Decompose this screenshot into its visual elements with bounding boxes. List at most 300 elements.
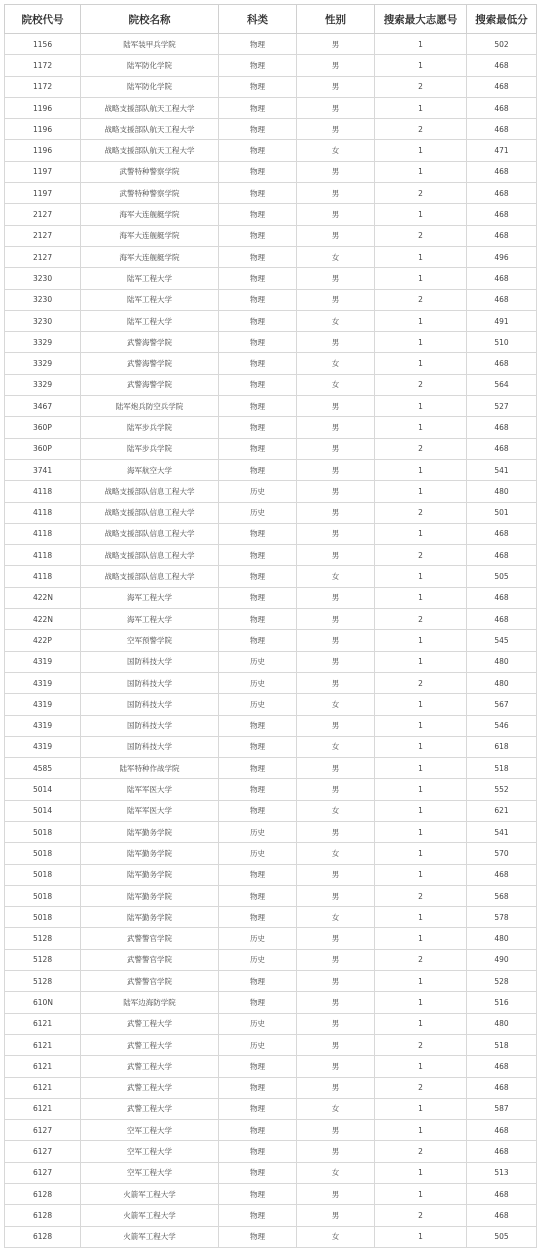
table-row xyxy=(5,587,537,608)
min-score-cell: 468 xyxy=(467,545,537,566)
table-row xyxy=(5,928,537,949)
gender-cell: 男 xyxy=(297,630,375,651)
min-score-cell: 468 xyxy=(467,55,537,76)
subject-cell: 物理 xyxy=(219,1098,297,1119)
subject-cell: 物理 xyxy=(219,992,297,1013)
max-choice-no-cell: 1 xyxy=(375,928,467,949)
gender-cell: 女 xyxy=(297,1098,375,1119)
school-name-cell: 陆军边海防学院 xyxy=(81,992,219,1013)
max-choice-no-cell: 2 xyxy=(375,1205,467,1226)
school-code-cell: 5128 xyxy=(5,949,81,970)
gender-cell: 男 xyxy=(297,885,375,906)
min-score-cell: 541 xyxy=(467,459,537,480)
max-choice-no-cell: 1 xyxy=(375,523,467,544)
school-name-cell: 武警海警学院 xyxy=(81,332,219,353)
gender-cell: 男 xyxy=(297,204,375,225)
subject-cell: 物理 xyxy=(219,566,297,587)
subject-cell: 历史 xyxy=(219,481,297,502)
school-code-cell: 5014 xyxy=(5,779,81,800)
max-choice-no-cell: 2 xyxy=(375,1077,467,1098)
min-score-cell: 621 xyxy=(467,800,537,821)
school-name-cell: 火箭军工程大学 xyxy=(81,1184,219,1205)
max-choice-no-cell: 1 xyxy=(375,907,467,928)
table-row xyxy=(5,821,537,842)
subject-cell: 物理 xyxy=(219,246,297,267)
subject-cell: 历史 xyxy=(219,672,297,693)
table-row xyxy=(5,672,537,693)
min-score-cell: 570 xyxy=(467,843,537,864)
gender-cell: 男 xyxy=(297,1205,375,1226)
school-name-cell: 海军大连舰艇学院 xyxy=(81,246,219,267)
gender-cell: 男 xyxy=(297,672,375,693)
school-code-cell: 3230 xyxy=(5,289,81,310)
min-score-cell: 468 xyxy=(467,289,537,310)
school-name-cell: 陆军勤务学院 xyxy=(81,843,219,864)
subject-cell: 物理 xyxy=(219,1162,297,1183)
max-choice-no-cell: 1 xyxy=(375,204,467,225)
school-name-cell: 武警特种警察学院 xyxy=(81,183,219,204)
table-row xyxy=(5,736,537,757)
school-name-cell: 国防科技大学 xyxy=(81,651,219,672)
min-score-cell: 468 xyxy=(467,1205,537,1226)
max-choice-no-cell: 1 xyxy=(375,694,467,715)
max-choice-no-cell: 1 xyxy=(375,1056,467,1077)
max-choice-no-cell: 1 xyxy=(375,396,467,417)
gender-cell: 男 xyxy=(297,651,375,672)
school-name-cell: 武警海警学院 xyxy=(81,374,219,395)
max-choice-no-cell: 1 xyxy=(375,1162,467,1183)
max-choice-no-cell: 1 xyxy=(375,459,467,480)
gender-cell: 男 xyxy=(297,587,375,608)
header-subject: 科类 xyxy=(219,5,297,34)
min-score-cell: 480 xyxy=(467,481,537,502)
gender-cell: 男 xyxy=(297,161,375,182)
subject-cell: 物理 xyxy=(219,864,297,885)
min-score-cell: 564 xyxy=(467,374,537,395)
min-score-cell: 567 xyxy=(467,694,537,715)
school-code-cell: 2127 xyxy=(5,225,81,246)
school-name-cell: 战略支援部队航天工程大学 xyxy=(81,140,219,161)
school-code-cell: 1196 xyxy=(5,119,81,140)
school-name-cell: 海军大连舰艇学院 xyxy=(81,225,219,246)
gender-cell: 女 xyxy=(297,374,375,395)
max-choice-no-cell: 1 xyxy=(375,1184,467,1205)
table-row xyxy=(5,1226,537,1247)
min-score-cell: 528 xyxy=(467,971,537,992)
table-row xyxy=(5,523,537,544)
school-name-cell: 武警工程大学 xyxy=(81,1098,219,1119)
min-score-cell: 468 xyxy=(467,268,537,289)
school-code-cell: 1172 xyxy=(5,55,81,76)
max-choice-no-cell: 1 xyxy=(375,630,467,651)
table-row xyxy=(5,1013,537,1034)
table-row xyxy=(5,183,537,204)
school-code-cell: 5018 xyxy=(5,864,81,885)
min-score-cell: 545 xyxy=(467,630,537,651)
school-code-cell: 5018 xyxy=(5,885,81,906)
table-row xyxy=(5,758,537,779)
subject-cell: 物理 xyxy=(219,971,297,992)
subject-cell: 物理 xyxy=(219,523,297,544)
min-score-cell: 480 xyxy=(467,1013,537,1034)
table-row xyxy=(5,843,537,864)
max-choice-no-cell: 1 xyxy=(375,821,467,842)
school-code-cell: 3230 xyxy=(5,310,81,331)
max-choice-no-cell: 1 xyxy=(375,971,467,992)
header-gender: 性别 xyxy=(297,5,375,34)
gender-cell: 男 xyxy=(297,183,375,204)
school-name-cell: 空军预警学院 xyxy=(81,630,219,651)
subject-cell: 历史 xyxy=(219,821,297,842)
gender-cell: 男 xyxy=(297,523,375,544)
subject-cell: 物理 xyxy=(219,715,297,736)
school-code-cell: 4319 xyxy=(5,694,81,715)
gender-cell: 男 xyxy=(297,34,375,55)
school-name-cell: 国防科技大学 xyxy=(81,672,219,693)
school-code-cell: 4319 xyxy=(5,736,81,757)
table-row xyxy=(5,204,537,225)
table-row xyxy=(5,76,537,97)
table-row xyxy=(5,971,537,992)
school-code-cell: 6121 xyxy=(5,1034,81,1055)
table-row xyxy=(5,1184,537,1205)
table-row xyxy=(5,885,537,906)
gender-cell: 男 xyxy=(297,1077,375,1098)
table-row xyxy=(5,246,537,267)
school-name-cell: 武警工程大学 xyxy=(81,1034,219,1055)
school-name-cell: 国防科技大学 xyxy=(81,736,219,757)
gender-cell: 女 xyxy=(297,246,375,267)
school-code-cell: 4118 xyxy=(5,481,81,502)
admission-score-table xyxy=(4,4,537,1248)
school-code-cell: 3329 xyxy=(5,374,81,395)
school-code-cell: 422N xyxy=(5,587,81,608)
gender-cell: 男 xyxy=(297,1013,375,1034)
school-name-cell: 海军航空大学 xyxy=(81,459,219,480)
school-name-cell: 陆军军医大学 xyxy=(81,800,219,821)
table-row xyxy=(5,459,537,480)
table-body xyxy=(5,34,537,1248)
subject-cell: 历史 xyxy=(219,843,297,864)
table-row xyxy=(5,907,537,928)
table-row xyxy=(5,417,537,438)
school-name-cell: 陆军勤务学院 xyxy=(81,907,219,928)
school-name-cell: 陆军工程大学 xyxy=(81,289,219,310)
school-code-cell: 5014 xyxy=(5,800,81,821)
table-row xyxy=(5,566,537,587)
school-code-cell: 3329 xyxy=(5,332,81,353)
max-choice-no-cell: 2 xyxy=(375,545,467,566)
subject-cell: 物理 xyxy=(219,630,297,651)
school-name-cell: 陆军防化学院 xyxy=(81,76,219,97)
max-choice-no-cell: 1 xyxy=(375,140,467,161)
table-row xyxy=(5,1098,537,1119)
table-row xyxy=(5,1077,537,1098)
gender-cell: 女 xyxy=(297,310,375,331)
max-choice-no-cell: 1 xyxy=(375,758,467,779)
min-score-cell: 578 xyxy=(467,907,537,928)
subject-cell: 物理 xyxy=(219,907,297,928)
table-header xyxy=(5,5,537,34)
min-score-cell: 471 xyxy=(467,140,537,161)
school-name-cell: 陆军防化学院 xyxy=(81,55,219,76)
max-choice-no-cell: 2 xyxy=(375,609,467,630)
max-choice-no-cell: 2 xyxy=(375,76,467,97)
table-row xyxy=(5,864,537,885)
gender-cell: 男 xyxy=(297,119,375,140)
max-choice-no-cell: 2 xyxy=(375,289,467,310)
school-code-cell: 422N xyxy=(5,609,81,630)
table-row xyxy=(5,438,537,459)
gender-cell: 男 xyxy=(297,55,375,76)
min-score-cell: 505 xyxy=(467,566,537,587)
school-name-cell: 海军工程大学 xyxy=(81,609,219,630)
min-score-cell: 541 xyxy=(467,821,537,842)
gender-cell: 男 xyxy=(297,97,375,118)
school-name-cell: 战略支援部队信息工程大学 xyxy=(81,545,219,566)
school-name-cell: 国防科技大学 xyxy=(81,715,219,736)
gender-cell: 男 xyxy=(297,971,375,992)
min-score-cell: 468 xyxy=(467,523,537,544)
max-choice-no-cell: 1 xyxy=(375,864,467,885)
max-choice-no-cell: 2 xyxy=(375,1141,467,1162)
min-score-cell: 568 xyxy=(467,885,537,906)
max-choice-no-cell: 2 xyxy=(375,672,467,693)
school-code-cell: 1172 xyxy=(5,76,81,97)
max-choice-no-cell: 1 xyxy=(375,736,467,757)
gender-cell: 女 xyxy=(297,800,375,821)
school-name-cell: 空军工程大学 xyxy=(81,1120,219,1141)
subject-cell: 物理 xyxy=(219,204,297,225)
gender-cell: 男 xyxy=(297,949,375,970)
gender-cell: 男 xyxy=(297,545,375,566)
max-choice-no-cell: 1 xyxy=(375,353,467,374)
school-code-cell: 4319 xyxy=(5,672,81,693)
max-choice-no-cell: 1 xyxy=(375,1120,467,1141)
subject-cell: 历史 xyxy=(219,651,297,672)
max-choice-no-cell: 2 xyxy=(375,438,467,459)
table-row xyxy=(5,1056,537,1077)
gender-cell: 女 xyxy=(297,907,375,928)
school-code-cell: 1196 xyxy=(5,140,81,161)
max-choice-no-cell: 1 xyxy=(375,161,467,182)
subject-cell: 历史 xyxy=(219,1013,297,1034)
max-choice-no-cell: 1 xyxy=(375,800,467,821)
school-code-cell: 4319 xyxy=(5,715,81,736)
min-score-cell: 491 xyxy=(467,310,537,331)
table-row xyxy=(5,289,537,310)
table-row xyxy=(5,55,537,76)
subject-cell: 物理 xyxy=(219,1184,297,1205)
gender-cell: 男 xyxy=(297,609,375,630)
gender-cell: 男 xyxy=(297,76,375,97)
max-choice-no-cell: 1 xyxy=(375,779,467,800)
min-score-cell: 468 xyxy=(467,76,537,97)
subject-cell: 物理 xyxy=(219,736,297,757)
subject-cell: 物理 xyxy=(219,374,297,395)
subject-cell: 物理 xyxy=(219,885,297,906)
min-score-cell: 468 xyxy=(467,161,537,182)
school-name-cell: 战略支援部队信息工程大学 xyxy=(81,566,219,587)
school-name-cell: 海军大连舰艇学院 xyxy=(81,204,219,225)
min-score-cell: 490 xyxy=(467,949,537,970)
min-score-cell: 468 xyxy=(467,119,537,140)
max-choice-no-cell: 2 xyxy=(375,1034,467,1055)
gender-cell: 女 xyxy=(297,566,375,587)
table-row xyxy=(5,119,537,140)
subject-cell: 历史 xyxy=(219,502,297,523)
table-row xyxy=(5,992,537,1013)
school-code-cell: 6121 xyxy=(5,1056,81,1077)
gender-cell: 女 xyxy=(297,694,375,715)
subject-cell: 物理 xyxy=(219,34,297,55)
table-row xyxy=(5,630,537,651)
school-code-cell: 1196 xyxy=(5,97,81,118)
header-school-name: 院校名称 xyxy=(81,5,219,34)
subject-cell: 物理 xyxy=(219,1205,297,1226)
subject-cell: 物理 xyxy=(219,1056,297,1077)
table-row xyxy=(5,310,537,331)
school-code-cell: 1156 xyxy=(5,34,81,55)
school-name-cell: 武警工程大学 xyxy=(81,1013,219,1034)
subject-cell: 物理 xyxy=(219,310,297,331)
school-code-cell: 6127 xyxy=(5,1120,81,1141)
max-choice-no-cell: 1 xyxy=(375,417,467,438)
subject-cell: 物理 xyxy=(219,97,297,118)
max-choice-no-cell: 2 xyxy=(375,502,467,523)
school-name-cell: 战略支援部队航天工程大学 xyxy=(81,97,219,118)
min-score-cell: 518 xyxy=(467,758,537,779)
school-code-cell: 5018 xyxy=(5,821,81,842)
subject-cell: 物理 xyxy=(219,587,297,608)
school-code-cell: 3230 xyxy=(5,268,81,289)
max-choice-no-cell: 1 xyxy=(375,651,467,672)
max-choice-no-cell: 1 xyxy=(375,481,467,502)
subject-cell: 物理 xyxy=(219,332,297,353)
school-name-cell: 陆军步兵学院 xyxy=(81,438,219,459)
subject-cell: 历史 xyxy=(219,928,297,949)
table-row xyxy=(5,140,537,161)
subject-cell: 物理 xyxy=(219,459,297,480)
gender-cell: 男 xyxy=(297,332,375,353)
subject-cell: 物理 xyxy=(219,289,297,310)
min-score-cell: 468 xyxy=(467,97,537,118)
school-name-cell: 陆军步兵学院 xyxy=(81,417,219,438)
gender-cell: 男 xyxy=(297,268,375,289)
gender-cell: 男 xyxy=(297,779,375,800)
school-name-cell: 武警工程大学 xyxy=(81,1077,219,1098)
school-code-cell: 6127 xyxy=(5,1141,81,1162)
gender-cell: 男 xyxy=(297,438,375,459)
subject-cell: 物理 xyxy=(219,1120,297,1141)
max-choice-no-cell: 1 xyxy=(375,310,467,331)
school-code-cell: 6128 xyxy=(5,1226,81,1247)
max-choice-no-cell: 1 xyxy=(375,992,467,1013)
gender-cell: 男 xyxy=(297,289,375,310)
gender-cell: 男 xyxy=(297,715,375,736)
school-code-cell: 2127 xyxy=(5,246,81,267)
school-name-cell: 空军工程大学 xyxy=(81,1141,219,1162)
subject-cell: 物理 xyxy=(219,800,297,821)
subject-cell: 物理 xyxy=(219,396,297,417)
table-row xyxy=(5,545,537,566)
school-code-cell: 3329 xyxy=(5,353,81,374)
table-row xyxy=(5,353,537,374)
school-name-cell: 陆军炮兵防空兵学院 xyxy=(81,396,219,417)
school-code-cell: 1197 xyxy=(5,161,81,182)
school-name-cell: 战略支援部队航天工程大学 xyxy=(81,119,219,140)
gender-cell: 女 xyxy=(297,353,375,374)
school-name-cell: 火箭军工程大学 xyxy=(81,1226,219,1247)
max-choice-no-cell: 2 xyxy=(375,119,467,140)
school-name-cell: 武警警官学院 xyxy=(81,949,219,970)
max-choice-no-cell: 2 xyxy=(375,225,467,246)
min-score-cell: 501 xyxy=(467,502,537,523)
table-row xyxy=(5,34,537,55)
school-name-cell: 陆军勤务学院 xyxy=(81,864,219,885)
table-row xyxy=(5,97,537,118)
school-code-cell: 6128 xyxy=(5,1205,81,1226)
min-score-cell: 468 xyxy=(467,1120,537,1141)
school-code-cell: 2127 xyxy=(5,204,81,225)
table-row xyxy=(5,949,537,970)
table-row xyxy=(5,779,537,800)
header-min-score: 搜索最低分 xyxy=(467,5,537,34)
header-row xyxy=(5,5,537,34)
school-name-cell: 战略支援部队信息工程大学 xyxy=(81,481,219,502)
gender-cell: 男 xyxy=(297,1056,375,1077)
subject-cell: 物理 xyxy=(219,609,297,630)
table-row xyxy=(5,1141,537,1162)
subject-cell: 物理 xyxy=(219,76,297,97)
school-name-cell: 陆军工程大学 xyxy=(81,268,219,289)
subject-cell: 物理 xyxy=(219,1077,297,1098)
school-name-cell: 陆军勤务学院 xyxy=(81,885,219,906)
table-row xyxy=(5,332,537,353)
min-score-cell: 480 xyxy=(467,672,537,693)
min-score-cell: 618 xyxy=(467,736,537,757)
school-code-cell: 1197 xyxy=(5,183,81,204)
school-code-cell: 6121 xyxy=(5,1077,81,1098)
table-row xyxy=(5,396,537,417)
gender-cell: 男 xyxy=(297,928,375,949)
subject-cell: 物理 xyxy=(219,183,297,204)
min-score-cell: 513 xyxy=(467,1162,537,1183)
school-code-cell: 3467 xyxy=(5,396,81,417)
subject-cell: 物理 xyxy=(219,1226,297,1247)
gender-cell: 男 xyxy=(297,1120,375,1141)
gender-cell: 男 xyxy=(297,1141,375,1162)
gender-cell: 男 xyxy=(297,758,375,779)
min-score-cell: 587 xyxy=(467,1098,537,1119)
school-code-cell: 360P xyxy=(5,438,81,459)
max-choice-no-cell: 2 xyxy=(375,949,467,970)
subject-cell: 历史 xyxy=(219,1034,297,1055)
min-score-cell: 516 xyxy=(467,992,537,1013)
table-row xyxy=(5,1162,537,1183)
school-name-cell: 陆军装甲兵学院 xyxy=(81,34,219,55)
gender-cell: 男 xyxy=(297,1184,375,1205)
table-row xyxy=(5,694,537,715)
school-code-cell: 4319 xyxy=(5,651,81,672)
school-name-cell: 陆军军医大学 xyxy=(81,779,219,800)
max-choice-no-cell: 1 xyxy=(375,1226,467,1247)
school-code-cell: 3741 xyxy=(5,459,81,480)
table-row xyxy=(5,1034,537,1055)
school-name-cell: 陆军勤务学院 xyxy=(81,821,219,842)
table-row xyxy=(5,481,537,502)
school-name-cell: 海军工程大学 xyxy=(81,587,219,608)
